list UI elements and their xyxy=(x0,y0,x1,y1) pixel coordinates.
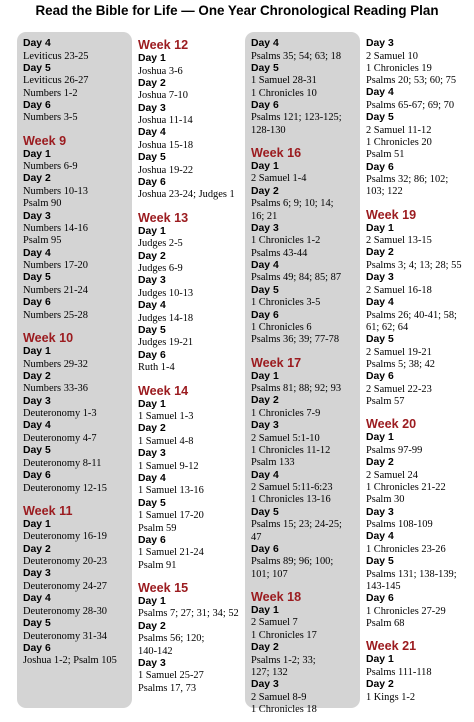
day-entry xyxy=(138,423,244,448)
reading-line: Deuteronomy 12-15 xyxy=(23,482,107,494)
reading-line: 1 Samuel 4-8 xyxy=(138,435,194,447)
day-entry xyxy=(23,593,133,618)
reading-line: 1 Chronicles 1-2 xyxy=(251,235,321,247)
day-label: Day 2 xyxy=(138,77,166,89)
reading-line: 127; 132 xyxy=(251,666,288,678)
day-entry xyxy=(251,186,361,223)
week-heading: Week 16 xyxy=(251,145,302,160)
reading-line: Psalms 65-67; 69; 70 xyxy=(366,99,455,111)
day-entry xyxy=(138,127,244,152)
reading-line: 1 Chronicles 20 xyxy=(366,136,432,148)
day-entry xyxy=(138,251,244,276)
reading-line: Psalms 26; 40-41; 58; xyxy=(366,309,457,321)
day-entry xyxy=(366,531,472,556)
day-entry xyxy=(138,275,244,300)
day-label: Day 3 xyxy=(138,275,166,287)
day-label: Day 4 xyxy=(23,593,51,605)
day-label: Day 2 xyxy=(366,247,394,259)
reading-line: Deuteronomy 16-19 xyxy=(23,531,107,543)
reading-line: Deuteronomy 1-3 xyxy=(23,408,97,420)
day-entry xyxy=(366,457,472,506)
reading-line: 1 Chronicles 11-12 xyxy=(251,445,331,457)
day-entry xyxy=(366,38,472,87)
day-entry xyxy=(23,173,133,210)
reading-line: Psalms 97-99 xyxy=(366,444,423,456)
reading-line: 1 Chronicles 7-9 xyxy=(251,407,321,419)
reading-line: Psalm 59 xyxy=(138,522,177,534)
day-entry xyxy=(366,654,472,679)
day-entry xyxy=(251,223,361,260)
day-entry xyxy=(251,642,361,679)
schedule-column xyxy=(366,38,472,704)
day-entry xyxy=(23,445,133,470)
day-entry xyxy=(251,395,361,420)
day-entry xyxy=(138,350,244,375)
day-label: Day 6 xyxy=(138,176,166,188)
reading-line: 1 Chronicles 27-29 xyxy=(366,605,446,617)
reading-line: Psalm 95 xyxy=(23,235,62,247)
day-label: Day 4 xyxy=(138,127,166,139)
week-heading: Week 21 xyxy=(366,639,417,654)
reading-line: Psalms 111-118 xyxy=(366,666,432,678)
reading-line: Psalms 15; 23; 24-25; xyxy=(251,519,342,531)
day-label: Day 1 xyxy=(366,432,394,444)
reading-line: Deuteronomy 4-7 xyxy=(23,432,97,444)
reading-line: Psalms 35; 54; 63; 18 xyxy=(251,50,342,62)
day-entry xyxy=(23,211,133,248)
reading-line: Joshua 23-24; Judges 1 xyxy=(138,189,235,201)
day-label: Day 2 xyxy=(251,642,279,654)
day-label: Day 2 xyxy=(23,173,51,185)
week-heading: Week 13 xyxy=(138,210,189,225)
day-label: Day 2 xyxy=(366,679,394,691)
day-label: Day 3 xyxy=(251,222,279,234)
day-entry xyxy=(138,399,244,424)
reading-line: Judges 2-5 xyxy=(138,238,183,250)
reading-line: Numbers 6-9 xyxy=(23,161,78,173)
day-entry xyxy=(23,100,133,125)
day-entry xyxy=(251,63,361,100)
reading-line: Judges 19-21 xyxy=(138,337,194,349)
day-entry xyxy=(23,470,133,495)
day-entry xyxy=(23,149,133,174)
day-label: Day 5 xyxy=(138,324,166,336)
day-entry xyxy=(366,112,472,161)
reading-line: Psalms 17, 73 xyxy=(138,682,197,694)
reading-line: Psalms 121; 123-125; xyxy=(251,112,342,124)
day-label: Day 4 xyxy=(138,300,166,312)
week-heading: Week 18 xyxy=(251,589,302,604)
reading-line: Deuteronomy 8-11 xyxy=(23,457,102,469)
reading-line: Psalms 3; 4; 13; 28; 55 xyxy=(366,259,462,271)
reading-line: Psalm 90 xyxy=(23,198,62,210)
reading-line: 101; 107 xyxy=(251,568,288,580)
day-label: Day 6 xyxy=(251,99,279,111)
day-entry xyxy=(366,272,472,297)
schedule-column xyxy=(23,38,133,668)
day-label: Day 3 xyxy=(366,506,394,518)
day-label: Day 5 xyxy=(366,334,394,346)
reading-line: Numbers 17-20 xyxy=(23,260,88,272)
reading-line: Psalms 49; 84; 85; 87 xyxy=(251,272,342,284)
reading-line: 1 Samuel 1-3 xyxy=(138,411,194,423)
reading-line: 1 Chronicles 13-16 xyxy=(251,494,331,506)
day-label: Day 5 xyxy=(23,618,51,630)
reading-line: 128-130 xyxy=(251,124,286,136)
day-entry xyxy=(366,334,472,371)
day-entry xyxy=(251,260,361,285)
day-label: Day 6 xyxy=(138,534,166,546)
reading-line: Psalms 56; 120; xyxy=(138,633,205,645)
day-label: Day 6 xyxy=(366,593,394,605)
day-entry xyxy=(138,621,244,658)
reading-line: 1 Chronicles 19 xyxy=(366,62,432,74)
day-entry xyxy=(251,507,361,544)
day-label: Day 5 xyxy=(251,284,279,296)
day-label: Day 1 xyxy=(23,346,51,358)
reading-line: Deuteronomy 28-30 xyxy=(23,605,107,617)
reading-line: Numbers 10-13 xyxy=(23,185,88,197)
day-label: Day 2 xyxy=(138,620,166,632)
day-label: Day 5 xyxy=(23,445,51,457)
day-label: Day 6 xyxy=(251,543,279,555)
day-label: Day 5 xyxy=(138,497,166,509)
day-label: Day 1 xyxy=(251,604,279,616)
day-label: Day 3 xyxy=(138,448,166,460)
schedule-column xyxy=(138,38,244,695)
reading-line: Psalms 7; 27; 31; 34; 52 xyxy=(138,608,239,620)
day-label: Day 1 xyxy=(23,148,51,160)
day-label: Day 3 xyxy=(138,102,166,114)
day-label: Day 2 xyxy=(251,395,279,407)
reading-line: Numbers 14-16 xyxy=(23,223,88,235)
reading-line: Deuteronomy 20-23 xyxy=(23,556,107,568)
day-label: Day 1 xyxy=(366,654,394,666)
day-entry xyxy=(366,432,472,457)
day-entry xyxy=(23,544,133,569)
reading-line: Deuteronomy 31-34 xyxy=(23,630,107,642)
reading-line: Psalm 51 xyxy=(366,149,405,161)
day-entry xyxy=(366,371,472,408)
reading-line: 16; 21 xyxy=(251,210,278,222)
day-label: Day 1 xyxy=(138,225,166,237)
reading-line: 1 Samuel 28-31 xyxy=(251,75,317,87)
day-label: Day 5 xyxy=(23,272,51,284)
day-entry xyxy=(251,38,361,63)
week-heading: Week 12 xyxy=(138,38,189,52)
day-entry xyxy=(366,87,472,112)
day-entry xyxy=(366,593,472,630)
day-entry xyxy=(251,679,361,716)
week-heading: Week 19 xyxy=(366,207,417,222)
day-label: Day 4 xyxy=(23,420,51,432)
reading-line: Ruth 1-4 xyxy=(138,362,175,374)
reading-line: Judges 14-18 xyxy=(138,312,194,324)
reading-line: 140-142 xyxy=(138,645,173,657)
day-label: Day 4 xyxy=(366,297,394,309)
day-label: Day 4 xyxy=(23,38,51,49)
reading-line: 2 Samuel 22-23 xyxy=(366,383,432,395)
day-entry xyxy=(251,544,361,581)
reading-line: 1 Samuel 9-12 xyxy=(138,460,199,472)
week-heading: Week 17 xyxy=(251,355,302,370)
day-entry xyxy=(251,310,361,347)
reading-line: 1 Samuel 25-27 xyxy=(138,670,204,682)
reading-line: Numbers 33-36 xyxy=(23,383,88,395)
day-label: Day 3 xyxy=(23,568,51,580)
day-label: Day 2 xyxy=(138,250,166,262)
week-heading: Week 20 xyxy=(366,417,417,432)
week-heading: Week 9 xyxy=(23,133,67,148)
day-label: Day 2 xyxy=(251,185,279,197)
day-entry xyxy=(23,420,133,445)
reading-line: 1 Chronicles 3-5 xyxy=(251,297,321,309)
day-label: Day 1 xyxy=(366,222,394,234)
day-entry xyxy=(251,285,361,310)
day-entry xyxy=(251,470,361,507)
reading-line: Psalm 133 xyxy=(251,457,295,469)
day-entry xyxy=(138,658,244,695)
reading-line: 1 Kings 1-2 xyxy=(366,691,416,703)
day-entry xyxy=(23,38,133,63)
day-label: Day 5 xyxy=(251,506,279,518)
day-entry xyxy=(23,248,133,273)
day-label: Day 1 xyxy=(138,398,166,410)
day-entry xyxy=(251,605,361,642)
reading-line: Joshua 19-22 xyxy=(138,164,194,176)
week-heading: Week 10 xyxy=(23,331,74,346)
day-entry xyxy=(366,297,472,334)
day-entry xyxy=(251,161,361,186)
day-entry xyxy=(23,297,133,322)
day-label: Day 4 xyxy=(251,259,279,271)
reading-line: 1 Chronicles 6 xyxy=(251,322,312,334)
reading-line: Psalms 43-44 xyxy=(251,247,308,259)
day-label: Day 1 xyxy=(251,370,279,382)
reading-line: 2 Samuel 10 xyxy=(366,50,418,62)
day-label: Day 2 xyxy=(138,423,166,435)
reading-line: Joshua 7-10 xyxy=(138,90,188,102)
day-entry xyxy=(23,568,133,593)
reading-line: Psalms 6; 9; 10; 14; xyxy=(251,198,334,210)
day-entry xyxy=(23,643,133,668)
day-label: Day 1 xyxy=(138,53,166,64)
reading-line: Judges 6-9 xyxy=(138,263,183,275)
day-entry xyxy=(366,247,472,272)
day-entry xyxy=(138,300,244,325)
day-label: Day 5 xyxy=(23,62,51,74)
day-label: Day 6 xyxy=(23,99,51,111)
reading-line: Deuteronomy 24-27 xyxy=(23,580,107,592)
day-label: Day 3 xyxy=(23,210,51,222)
day-label: Day 2 xyxy=(23,543,51,555)
day-entry xyxy=(138,535,244,572)
week-heading: Week 11 xyxy=(23,503,73,518)
day-label: Day 3 xyxy=(366,272,394,284)
reading-line: Leviticus 26-27 xyxy=(23,75,89,87)
schedule-column xyxy=(251,38,361,716)
day-entry xyxy=(251,100,361,137)
reading-line: Psalms 89; 96; 100; xyxy=(251,556,334,568)
day-label: Day 1 xyxy=(138,595,166,607)
day-entry xyxy=(138,53,244,78)
day-entry xyxy=(366,162,472,199)
day-entry xyxy=(23,396,133,421)
reading-line: 2 Samuel 7 xyxy=(251,617,298,629)
day-label: Day 6 xyxy=(23,470,51,482)
reading-line: Numbers 29-32 xyxy=(23,358,88,370)
day-entry xyxy=(138,325,244,350)
reading-line: 61; 62; 64 xyxy=(366,321,409,333)
reading-line: 143-145 xyxy=(366,580,401,592)
reading-line: Psalm 30 xyxy=(366,494,405,506)
day-label: Day 2 xyxy=(366,457,394,469)
day-entry xyxy=(23,346,133,371)
day-entry xyxy=(138,596,244,621)
day-label: Day 6 xyxy=(366,371,394,383)
reading-line: 1 Samuel 17-20 xyxy=(138,510,204,522)
week-heading: Week 15 xyxy=(138,580,189,595)
reading-line: 2 Samuel 11-12 xyxy=(366,124,432,136)
day-entry xyxy=(138,177,244,202)
day-label: Day 3 xyxy=(251,420,279,432)
day-label: Day 6 xyxy=(23,297,51,309)
day-entry xyxy=(138,103,244,128)
reading-line: 2 Samuel 16-18 xyxy=(366,284,432,296)
reading-line: Psalms 5; 38; 42 xyxy=(366,358,435,370)
reading-line: Joshua 11-14 xyxy=(138,115,193,127)
day-label: Day 4 xyxy=(23,247,51,259)
day-label: Day 4 xyxy=(138,472,166,484)
week-heading: Week 14 xyxy=(138,383,189,398)
day-label: Day 3 xyxy=(23,395,51,407)
day-label: Day 1 xyxy=(23,518,51,530)
reading-line: 1 Samuel 13-16 xyxy=(138,485,204,497)
reading-line: 2 Samuel 1-4 xyxy=(251,173,307,185)
reading-line: 47 xyxy=(251,531,262,543)
day-label: Day 3 xyxy=(251,679,279,691)
day-label: Day 3 xyxy=(138,657,166,669)
reading-line: 1 Samuel 21-24 xyxy=(138,547,204,559)
day-label: Day 6 xyxy=(23,642,51,654)
day-entry xyxy=(366,679,472,704)
reading-line: 2 Samuel 13-15 xyxy=(366,235,432,247)
day-entry xyxy=(251,420,361,469)
day-entry xyxy=(23,519,133,544)
day-entry xyxy=(366,556,472,593)
day-entry xyxy=(23,63,133,100)
day-entry xyxy=(23,371,133,396)
reading-line: 2 Samuel 8-9 xyxy=(251,691,307,703)
reading-line: 2 Samuel 19-21 xyxy=(366,346,432,358)
reading-line: Psalms 108-109 xyxy=(366,519,433,531)
day-label: Day 1 xyxy=(251,160,279,172)
day-entry xyxy=(138,448,244,473)
day-label: Day 5 xyxy=(366,556,394,568)
reading-line: Numbers 1-2 xyxy=(23,87,78,99)
day-entry xyxy=(251,371,361,396)
day-entry xyxy=(23,618,133,643)
day-label: Day 6 xyxy=(366,161,394,173)
reading-line: Joshua 3-6 xyxy=(138,65,183,77)
reading-line: 103; 122 xyxy=(366,186,403,198)
reading-line: Numbers 21-24 xyxy=(23,284,88,296)
day-entry xyxy=(366,223,472,248)
reading-line: Psalms 81; 88; 92; 93 xyxy=(251,383,342,395)
reading-line: Judges 10-13 xyxy=(138,287,194,299)
reading-line: Joshua 1-2; Psalm 105 xyxy=(23,655,117,667)
day-label: Day 5 xyxy=(138,152,166,164)
reading-line: Psalms 1-2; 33; xyxy=(251,654,316,666)
reading-line: 2 Samuel 24 xyxy=(366,469,418,481)
day-entry xyxy=(138,473,244,498)
reading-line: Psalm 68 xyxy=(366,618,405,630)
day-entry xyxy=(138,226,244,251)
day-entry xyxy=(23,272,133,297)
day-label: Day 5 xyxy=(366,112,394,124)
day-entry xyxy=(138,152,244,177)
reading-line: Psalm 91 xyxy=(138,559,177,571)
day-entry xyxy=(138,498,244,535)
day-label: Day 4 xyxy=(366,87,394,99)
day-entry xyxy=(138,78,244,103)
reading-line: Numbers 25-28 xyxy=(23,309,88,321)
day-label: Day 4 xyxy=(366,531,394,543)
reading-line: 1 Chronicles 10 xyxy=(251,87,317,99)
day-label: Day 4 xyxy=(251,38,279,49)
reading-line: Leviticus 23-25 xyxy=(23,50,89,62)
reading-line: 1 Chronicles 21-22 xyxy=(366,481,446,493)
day-label: Day 6 xyxy=(251,309,279,321)
reading-line: Psalm 57 xyxy=(366,396,405,408)
reading-line: Joshua 15-18 xyxy=(138,139,194,151)
page-title: Read the Bible for Life — One Year Chronological Reading Plan xyxy=(35,3,439,18)
reading-line: Psalms 32; 86; 102; xyxy=(366,174,449,186)
reading-line: 2 Samuel 5:1-10 xyxy=(251,432,320,444)
day-label: Day 4 xyxy=(251,469,279,481)
day-entry xyxy=(366,507,472,532)
day-label: Day 3 xyxy=(366,38,394,49)
reading-line: Psalms 131; 138-139; xyxy=(366,568,457,580)
reading-line: Psalms 20; 53; 60; 75 xyxy=(366,75,457,87)
reading-line: 2 Samuel 5:11-6:23 xyxy=(251,482,333,494)
reading-line: 1 Chronicles 17 xyxy=(251,629,317,641)
day-label: Day 6 xyxy=(138,349,166,361)
reading-line: Numbers 3-5 xyxy=(23,112,78,124)
day-label: Day 2 xyxy=(23,370,51,382)
reading-line: 1 Chronicles 23-26 xyxy=(366,543,446,555)
reading-line: 1 Chronicles 18 xyxy=(251,703,317,715)
reading-line: Psalms 36; 39; 77-78 xyxy=(251,334,340,346)
day-label: Day 5 xyxy=(251,62,279,74)
